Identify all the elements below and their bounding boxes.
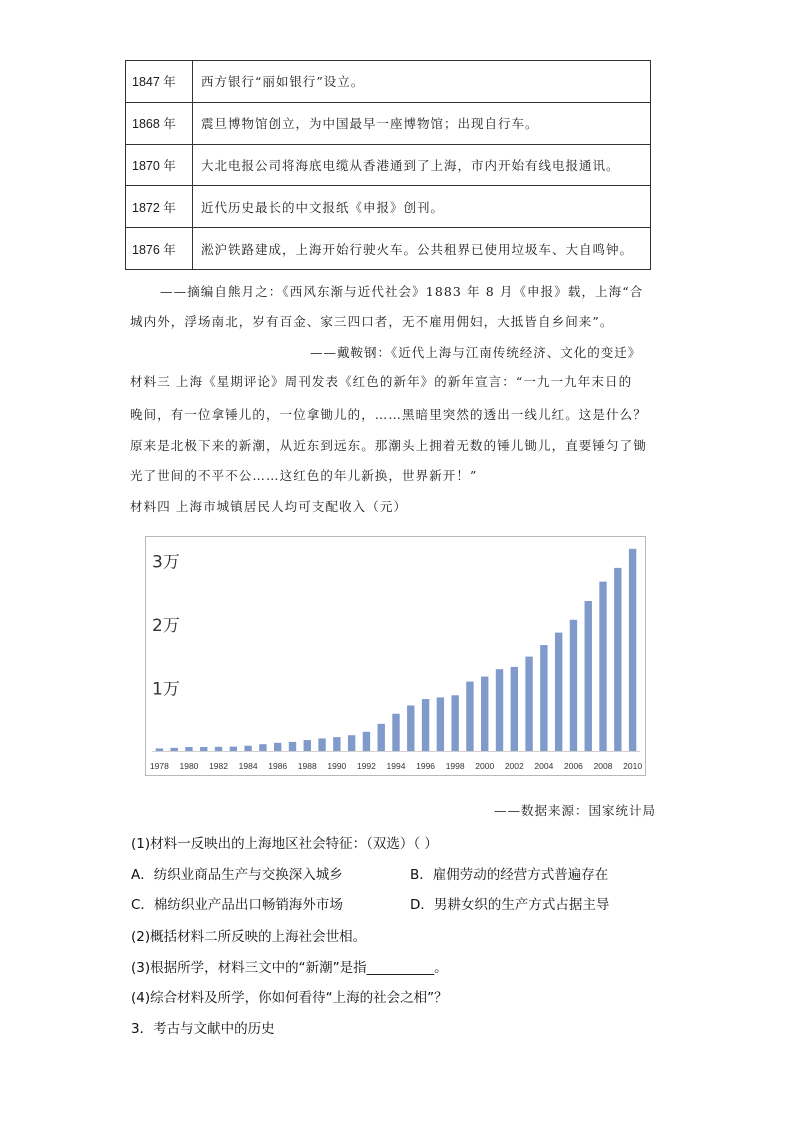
material2-source: ——戴鞍钢：《近代上海与江南传统经济、文化的变迁》 (310, 345, 642, 360)
income-chart (145, 536, 646, 776)
table-row (126, 144, 651, 186)
x-tick-label: 2004 (534, 761, 554, 771)
question-4: (4)综合材料及所学，你如何看待“上海的社会之相”？ (131, 990, 448, 1006)
material2-line2: 城内外，浮场南北，岁有百金、家三四口者，无不雇用佣妇，大抵皆自乡间来”。 (130, 314, 614, 329)
bar-2001 (496, 669, 503, 751)
bar-1986 (274, 743, 281, 751)
event-cell: 西方银行“丽如银行”设立。 (193, 61, 651, 103)
bar-1997 (437, 697, 444, 751)
year-cell: 1868 年 (126, 102, 193, 144)
table-row (126, 186, 651, 228)
bar-1983 (230, 747, 237, 751)
option-b: B．雇佣劳动的经营方式普遍存在 (410, 867, 609, 883)
x-tick-label: 2006 (563, 761, 583, 771)
bar-1996 (422, 699, 429, 751)
bar-1998 (451, 695, 458, 751)
bar-1992 (363, 732, 370, 751)
table-row (126, 228, 651, 270)
bar-1981 (200, 747, 207, 751)
material2-opening: 1883 年 8 月《申报》载，上海“合 (425, 284, 644, 299)
x-tick-label: 1986 (268, 761, 288, 771)
x-tick-label: 1996 (416, 761, 436, 771)
table-row (126, 61, 651, 103)
year-cell: 1847 年 (126, 61, 193, 103)
x-tick-label: 1990 (327, 761, 347, 771)
material3-line1: 材料三 上海《星期评论》周刊发表《红色的新年》的新年宣言：“一九一九年末日的 (130, 374, 633, 389)
x-tick-label: 1994 (386, 761, 406, 771)
bar-2006 (570, 620, 577, 751)
option-d: D．男耕女织的生产方式占据主导 (410, 897, 610, 913)
bar-2004 (540, 645, 547, 751)
x-tick-label: 1998 (445, 761, 465, 771)
data-source: ——数据来源：国家统计局 (494, 803, 657, 818)
x-tick-label: 2010 (623, 761, 643, 771)
section-3-heading: 3．考古与文献中的历史 (131, 1021, 275, 1037)
option-a: A．纺织业商品生产与交换深入城乡 (131, 867, 343, 883)
question-3: (3)根据所学，材料三文中的“新潮”是指__________。 (131, 960, 448, 976)
y-tick-label: 1万 (152, 679, 180, 700)
x-tick-label: 1984 (238, 761, 258, 771)
event-cell: 震旦博物馆创立，为中国最早一座博物馆；出现自行车。 (193, 102, 651, 144)
bar-1982 (215, 747, 222, 751)
bar-2009 (614, 568, 621, 751)
event-cell: 淞沪铁路建成，上海开始行驶火车。公共租界已使用垃圾车、大自鸣钟。 (193, 228, 651, 270)
bar-2000 (481, 677, 488, 751)
income-bar-chart (146, 537, 645, 775)
bar-1978 (156, 748, 163, 751)
y-tick-label: 3万 (152, 552, 180, 573)
event-cell: 近代历史最长的中文报纸《申报》创刊。 (193, 186, 651, 228)
bar-2005 (555, 633, 562, 751)
events-table (125, 60, 651, 270)
x-tick-label: 1980 (179, 761, 199, 771)
bar-1993 (378, 724, 385, 751)
year-cell: 1872 年 (126, 186, 193, 228)
bar-2002 (511, 667, 518, 751)
question-2: (2)概括材料二所反映的上海社会世相。 (131, 929, 367, 945)
material3-line3: 原来是北极下来的新潮，从近东到远东。那潮头上拥着无数的锤儿锄儿，直要锤匀了锄 (130, 438, 647, 453)
year-cell: 1870 年 (126, 144, 193, 186)
bar-2008 (599, 582, 606, 751)
x-tick-label: 2002 (504, 761, 524, 771)
source1: ——摘编自熊月之：《西风东渐与近代社会》 (160, 284, 426, 299)
bar-1988 (304, 740, 311, 751)
x-tick-label: 2008 (593, 761, 613, 771)
table-row (126, 102, 651, 144)
material4-title: 材料四 上海市城镇居民人均可支配收入（元） (130, 499, 408, 514)
bar-1999 (466, 682, 473, 751)
x-tick-label: 1988 (297, 761, 317, 771)
option-c: C．棉纺织业产品出口畅销海外市场 (131, 897, 343, 913)
material2-line1 (160, 282, 643, 300)
material3-line4: 光了世间的不平不公……这红色的年儿新换，世界新开！” (130, 468, 478, 483)
question-1: (1)材料一反映出的上海地区社会特征：（双选）（ ） (131, 836, 438, 852)
bar-1980 (185, 747, 192, 751)
year-cell: 1876 年 (126, 228, 193, 270)
bar-1989 (318, 738, 325, 751)
bar-1995 (407, 705, 414, 751)
bar-2007 (585, 601, 592, 751)
bar-1985 (259, 744, 266, 751)
bar-1991 (348, 735, 355, 751)
x-tick-label: 1992 (356, 761, 376, 771)
bar-1984 (244, 746, 251, 751)
bar-1987 (289, 742, 296, 751)
bar-2003 (525, 657, 532, 751)
bar-2010 (629, 549, 636, 751)
bar-1994 (392, 714, 399, 751)
x-tick-label: 1982 (209, 761, 229, 771)
bar-1979 (170, 748, 177, 751)
material3-line2: 晚间，有一位拿锤儿的，一位拿锄儿的，……黑暗里突然的透出一线儿红。这是什么？ (130, 407, 647, 422)
event-cell: 大北电报公司将海底电缆从香港通到了上海，市内开始有线电报通讯。 (193, 144, 651, 186)
x-tick-label: 1978 (149, 761, 169, 771)
y-tick-label: 2万 (152, 616, 180, 637)
x-tick-label: 2000 (475, 761, 495, 771)
bar-1990 (333, 737, 340, 751)
